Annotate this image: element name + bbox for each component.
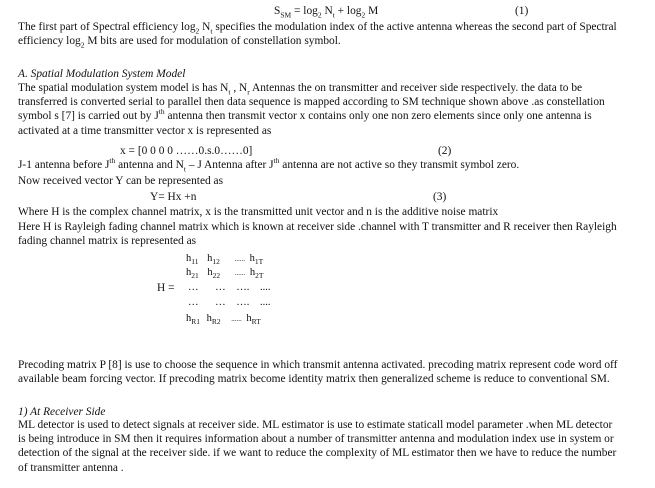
eq1-term-nt: N	[321, 5, 333, 17]
eq1-term-m: M	[365, 5, 379, 17]
top-crop-edge	[0, 0, 655, 4]
eq1-log-base: 2	[317, 10, 322, 20]
paragraph-system-model: The spatial modulation system model is has $N_t$ , $N_r$ Antennas the on transmitter and receiver side respectively. the data to be transferred is converted serial to parallel then data sequence is mapped according to SM technique shown above .as constellation symbol s [7] is carried out by $J^{th}$ antenna then transmit vector x contains only one non zero elements since only one antenna is activated at a time transmitter vector x is represented as	[18, 82, 605, 137]
matrix-row-4: … … …. ....	[188, 297, 271, 308]
equation-3-number: (3)	[433, 191, 447, 203]
equation-2: x = [0 0 0 0 ……0.s.0……0]	[120, 145, 253, 157]
paragraph-spectral-efficiency: The first part of Spectral efficiency $\log_2 N_t$ specifies the modulation index of the active antenna whereas the second part of Spectral efficiency $\log_2 M$ bits are used for modulation of constellation symbol.	[18, 21, 617, 50]
matrix-row-5: $h_{R1}$ $h_{R2}$ ...... $h_{RT}$	[186, 313, 261, 327]
equation-1-number: (1)	[515, 5, 529, 17]
equation-2-number: (2)	[438, 145, 452, 157]
where-definition-line: Where H is the complex channel matrix, x is the transmitted unit vector and n is the additive noise matrix	[18, 206, 499, 218]
matrix-row-3: … … …. ....	[188, 282, 271, 293]
matrix-label: H =	[157, 282, 175, 294]
section-heading-a: A. Spatial Modulation System Model	[18, 68, 186, 80]
antenna-activity-line: J-1 antenna before $J^{th}$ antenna and $N_t$ – J Antenna after $J^{th}$ antenna are not active so they transmit symbol zero.	[18, 156, 520, 174]
paragraph-ml-detector: ML detector is used to detect signals at receiver side. ML estimator is use to estimate staticall model parameter .when ML detector is being introduce in SM then it requires information about a number of transmitter antenna and modulation index use in system or detection of the signal at the receiver side. if we want to reduce the complexity of ML estimator then we have to reduce the number of transmitter antenna .	[18, 419, 617, 474]
matrix-row-1: $h_{11}$ $h_{12}$ ...... $h_{1T}$	[186, 253, 264, 267]
eq1-symbol: S	[274, 5, 281, 17]
section-heading-receiver: 1) At Receiver Side	[18, 406, 106, 418]
eq1-log-base-2: 2	[361, 10, 366, 20]
paragraph-precoding: Precoding matrix P [8] is use to choose the sequence in which transmit antenna activated. precoding matrix represent code word off available beam forcing vector. If precoding matrix become identity matrix then generalized scheme is reduce to conventional SM.	[18, 359, 618, 386]
equation-1	[274, 4, 378, 18]
eq1-sub-t: t	[332, 10, 335, 20]
eq1-log: = log	[291, 5, 318, 17]
eq1-subscript: SM	[280, 10, 292, 20]
equation-3: Y= Hx +n	[150, 191, 197, 203]
eq1-plus-log: + log	[334, 5, 362, 17]
matrix-row-2: $h_{21}$ $h_{22}$ ...... $h_{2T}$	[186, 267, 264, 281]
paragraph-rayleigh: Here H is Rayleigh fading channel matrix which is known at receiver side .channel with T transmitter and R receiver then Rayleigh fading channel matrix is represented as	[18, 221, 617, 248]
received-vector-line: Now received vector Y can be represented as	[18, 175, 224, 187]
